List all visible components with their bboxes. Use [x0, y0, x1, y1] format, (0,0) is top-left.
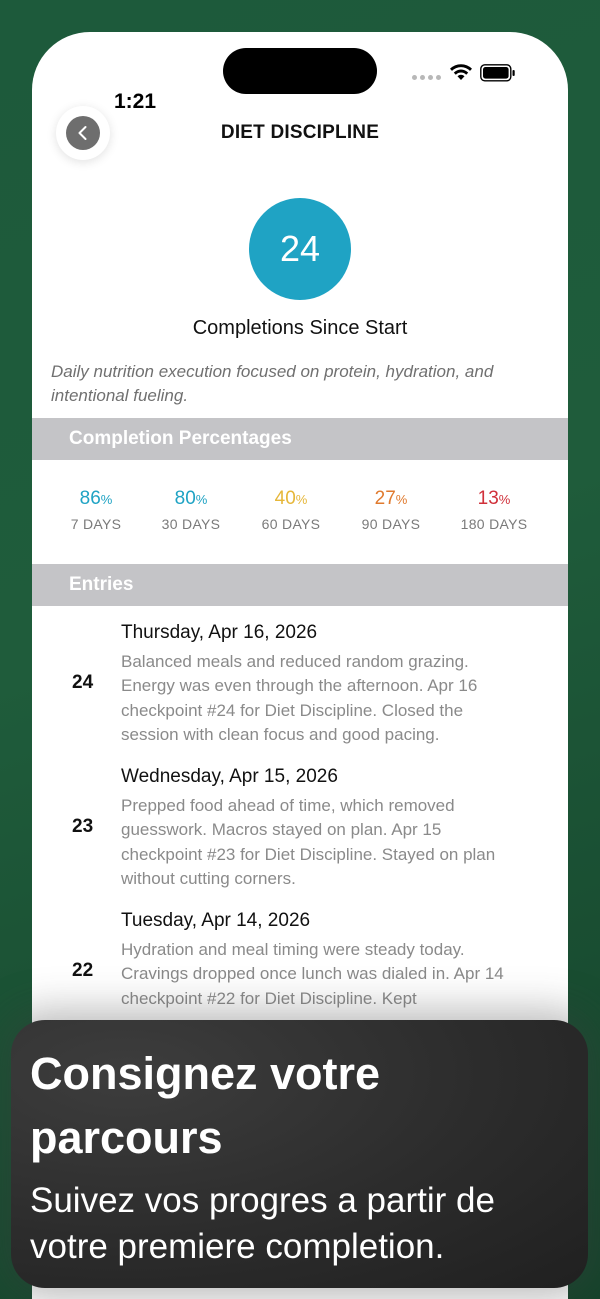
percentage-30-days	[141, 488, 241, 532]
entries-header: Entries	[32, 564, 568, 606]
habit-description: Daily nutrition execution focused on protein, hydration, and intentional fueling.	[51, 362, 494, 405]
completion-percentages-row	[32, 488, 568, 548]
entry-number: 23	[72, 816, 94, 837]
wifi-icon	[448, 62, 474, 82]
percentage-label: 180 DAYS	[460, 516, 528, 532]
percentage-value: 13%	[477, 488, 511, 509]
promo-subtitle: Suivez vos progres a partir de votre premiere completion.	[30, 1181, 495, 1266]
completion-count-label: Completions Since Start	[192, 317, 408, 339]
cellular-signal-icon	[412, 75, 441, 80]
percentage-7-days	[46, 488, 146, 532]
entry-note: Hydration and meal timing were steady today. Cravings dropped once lunch was dialed in. Apr 14 checkpoint #22 for Diet Discipline. Kept	[121, 940, 504, 1008]
page-title: DIET DISCIPLINE	[220, 122, 380, 143]
entry-number: 22	[72, 960, 94, 981]
entry-date: Thursday, Apr 16, 2026	[121, 622, 318, 643]
percentage-value: 40%	[274, 488, 308, 509]
percentage-value: 27%	[374, 488, 408, 509]
entry-number: 24	[72, 672, 94, 693]
percentage-label: 7 DAYS	[70, 516, 122, 532]
entry-note: Balanced meals and reduced random grazing. Energy was even through the afternoon. Apr 16 checkpoint #24 for Diet Discipline. Closed the session with clean focus and good pacing.	[121, 652, 478, 745]
percentage-label: 30 DAYS	[161, 516, 221, 532]
percentage-value: 86%	[79, 488, 113, 509]
percentage-label: 90 DAYS	[361, 516, 421, 532]
percentage-90-days	[341, 488, 441, 532]
entry-date: Wednesday, Apr 15, 2026	[121, 766, 338, 787]
percentage-label: 60 DAYS	[261, 516, 321, 532]
percentage-value: 80%	[174, 488, 208, 509]
percentage-60-days	[241, 488, 341, 532]
promo-caption-card	[11, 1020, 588, 1288]
dynamic-island	[223, 48, 377, 94]
percentage-180-days	[444, 488, 544, 532]
status-time: 1:21	[114, 90, 157, 113]
completion-count-badge: 24	[249, 198, 351, 300]
completion-percentages-header: Completion Percentages	[32, 418, 568, 460]
entry-date: Tuesday, Apr 14, 2026	[121, 910, 311, 931]
entry-note: Prepped food ahead of time, which removed guesswork. Macros stayed on plan. Apr 15 checkpoint #23 for Diet Discipline. Stayed on plan without cutting corners.	[121, 796, 496, 889]
battery-icon	[480, 64, 516, 82]
promo-title: Consignez votre parcours	[30, 1048, 381, 1163]
